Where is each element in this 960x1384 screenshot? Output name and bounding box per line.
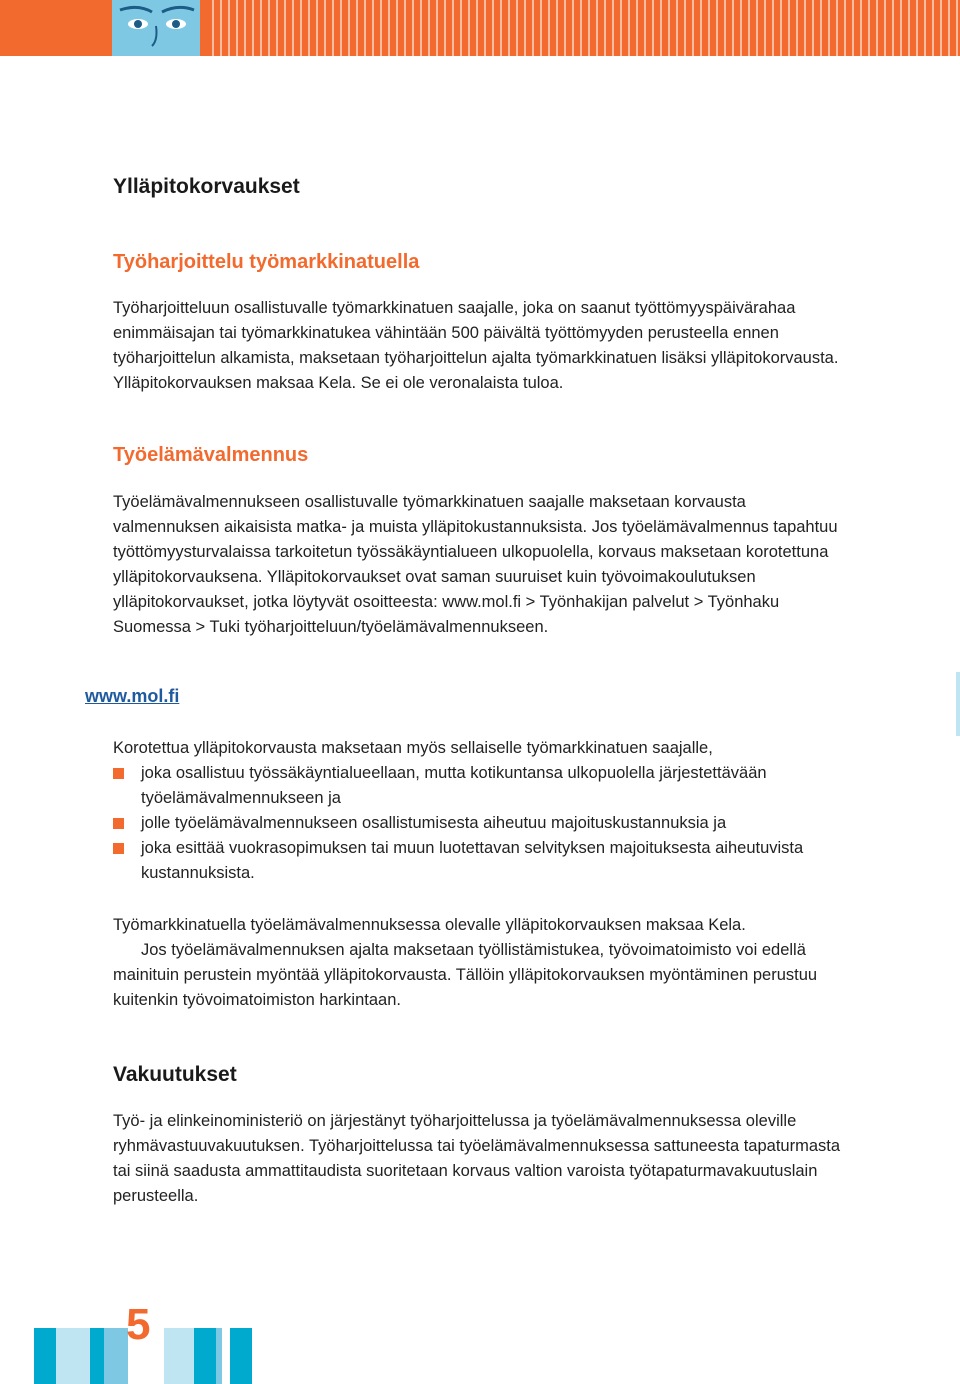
paragraph-tyollistamistuki: Jos työelämävalmennuksen ajalta maksetaan työllistämistukea, työvoimatoimisto voi edellä mainituin perustein myöntää ylläpitokorvausta. Tällöin ylläpitokorvauksen myöntäminen perustuu kuitenkin työvoimatoimiston harkintaan. <box>113 941 818 1009</box>
section-text-vakuutukset: Työ- ja elinkeinoministeriö on järjestänyt työharjoittelussa ja työelämävalmennuksessa oleville ryhmävastuuvakuutuksen. Työharjoittelussa tai työelämävalmennuksessa sattuneesta tapaturmasta tai siinä saadusta ammattitaudista suoritetaan korvaus valtion varoista työtapaturmavakuutuslain perusteella. <box>113 1112 841 1205</box>
decorative-stripes <box>206 0 960 56</box>
square-bullet-icon <box>113 818 124 829</box>
square-bullet-icon <box>113 843 124 854</box>
page-title: Ylläpitokorvaukset <box>113 175 300 198</box>
list-item: jolle työelämävalmennukseen osallistumisesta aiheutuu majoituskustannuksia ja <box>113 811 833 836</box>
face-illustration-icon <box>112 0 200 56</box>
section-title-tyoharjoittelu: Työharjoittelu työmarkkinatuella <box>113 251 420 273</box>
section-text-tyoharjoittelu: Työharjoitteluun osallistuvalle työmarkkinatuen saajalle, joka on saanut työttömyyspäivärahaa enimmäisajan tai työmarkkinatukea vähintään 500 päivältä työttömyyden perusteella ennen työharjoittelun alkamista, maksetaan työharjoittelun ajalta työmarkkinatuen lisäksi ylläpitokorvausta. Ylläpitokorvauksen maksaa Kela. Se ei ole veronalaista tuloa. <box>113 299 839 392</box>
section-text-tyoelamavalmennus: Työelämävalmennukseen osallistuvalle työmarkkinatuen saajalle maksetaan korvausta valmennuksen aikaisista matka- ja muista ylläpitokustannuksista. Jos työelämävalmennus tapahtuu työttömyysturvalaissa tarkoitetun työssäkäyntialueen ulkopuolella, korvaus maksetaan korotettuna ylläpitokorvauksena. Ylläpitokorvaukset ovat saman suuruiset kuin työvoimakoulutuksen ylläpitokorvaukset, jotka löytyvät osoitteesta: www.mol.fi > Työnhakijan palvelut > Työnhaku Suomessa > Tuki työharjoitteluun/työelämävalmennukseen. <box>113 493 838 636</box>
paragraph-kela: Työmarkkinatuella työelämävalmennuksessa olevalle ylläpitokorvauksen maksaa Kela. <box>113 916 746 934</box>
side-marker <box>956 672 960 736</box>
section-title-tyoelamavalmennus: Työelämävalmennus <box>113 444 309 466</box>
square-bullet-icon <box>113 768 124 779</box>
intro-text: Korotettua ylläpitokorvausta maksetaan myös sellaiselle työmarkkinatuen saajalle, <box>113 739 713 757</box>
header-banner <box>0 0 960 56</box>
section-title-vakuutukset: Vakuutukset <box>113 1063 237 1086</box>
list-item: joka esittää vuokrasopimuksen tai muun luotettavan selvityksen majoituksesta aiheutuvista kustannuksista. <box>113 836 833 886</box>
bullet-list <box>113 761 833 886</box>
page-number: 5 <box>126 1300 151 1349</box>
mol-link[interactable]: www.mol.fi <box>85 686 180 706</box>
list-item: joka osallistuu työssäkäyntialueellaan, mutta kotikuntansa ulkopuolella järjestettävään työelämävalmennukseen ja <box>113 761 833 811</box>
